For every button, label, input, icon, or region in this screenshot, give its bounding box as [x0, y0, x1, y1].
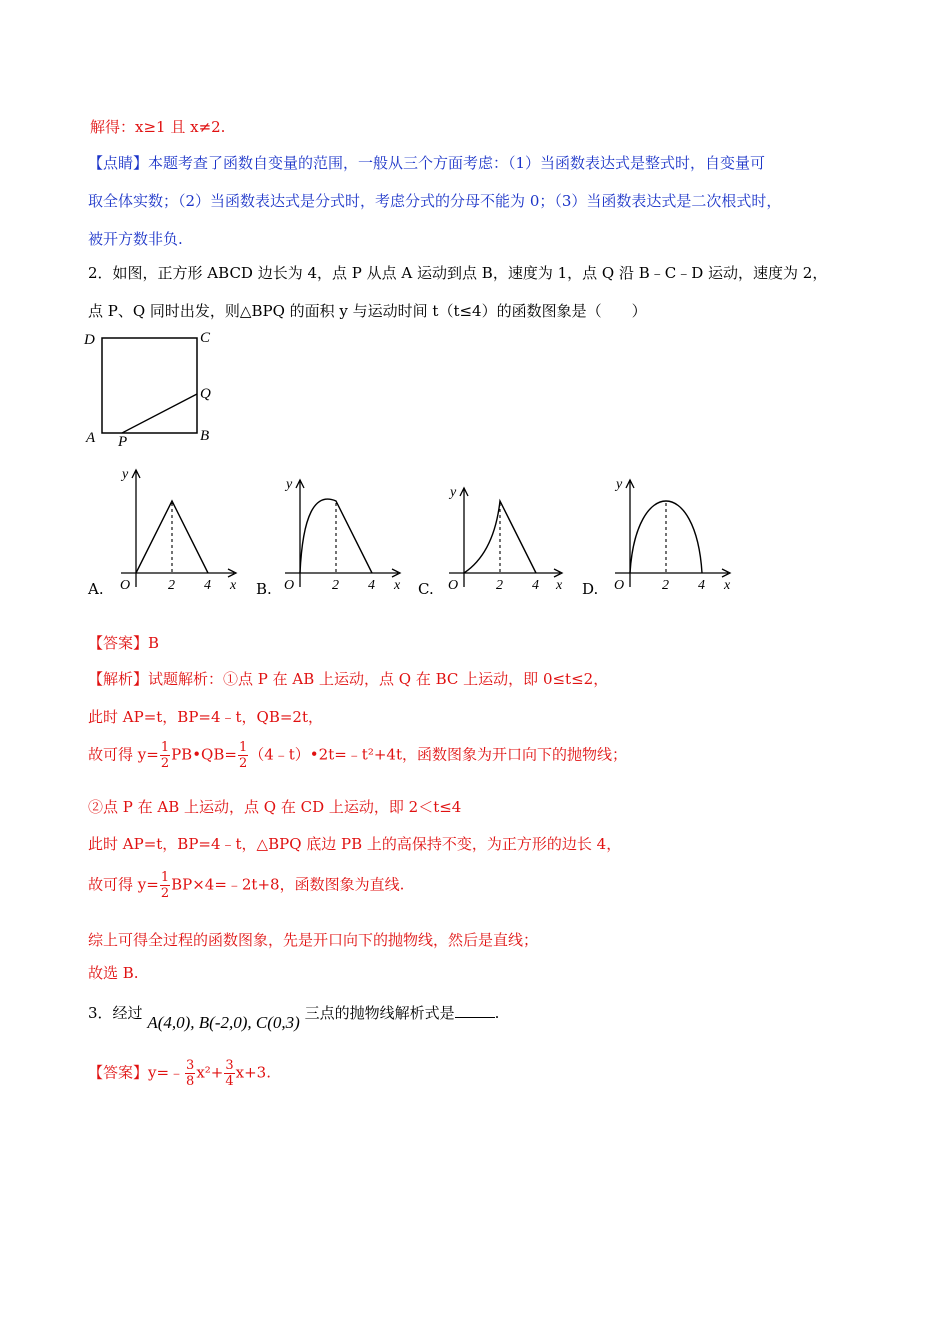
label-c: C: [200, 330, 211, 346]
graph-option-b: [280, 470, 410, 595]
graph-option-d: [610, 470, 740, 595]
option-c-label: C.: [418, 580, 434, 598]
tick-4-label: 4: [698, 578, 705, 593]
answer-3: 【答案】y=﹣ $\frac{3}{8}$ x²+ $\frac{3}{4}$ x+3.: [88, 1058, 271, 1089]
label-p: P: [118, 434, 128, 450]
option-a-label: A.: [88, 580, 104, 598]
x-label: x: [394, 578, 401, 593]
tip-line-1: 【点睛】本题考查了函数自变量的范围，一般从三个方面考虑：（1）当函数表达式是整式时，自变量可: [88, 154, 766, 172]
y-label: y: [450, 485, 457, 500]
question-2-line-1: 2．如图，正方形 ABCD 边长为 4，点 P 从点 A 运动到点 B，速度为 1，点 Q 沿 B﹣C﹣D 运动，速度为 2，: [88, 264, 828, 282]
tip-line-2: 取全体实数；（2）当函数表达式是分式时，考虑分式的分母不能为 0；（3）当函数表达式是二次根式时，: [88, 192, 782, 210]
question-2-line-2: 点 P、Q 同时出发，则△BPQ 的面积 y 与运动时间 t（t≤4）的函数图象是（ ）: [88, 302, 647, 320]
analysis-line-5: 此时 AP=t，BP=4﹣t，△BPQ 底边 PB 上的高保持不变，为正方形的边长 4，: [88, 835, 622, 853]
analysis-line-3: 故可得 y= $\frac{1}{2}$ PB•QB= $\frac{1}{2}$ （4﹣t）•2t=﹣t²+4t，函数图象为开口向下的抛物线；: [88, 740, 627, 771]
solution-line: 解得：x≥1 且 x≠2.: [90, 118, 226, 136]
label-a: A: [86, 430, 96, 446]
analysis-line-2: 此时 AP=t，BP=4﹣t，QB=2t，: [88, 708, 324, 726]
answer-2: 【答案】B: [88, 634, 160, 652]
tip-line-3: 被开方数非负.: [88, 230, 183, 248]
tick-2-label: 2: [168, 578, 175, 593]
origin-label: O: [120, 578, 131, 593]
option-d-label: D.: [582, 580, 599, 598]
y-label: y: [122, 467, 129, 482]
tick-2-label: 2: [662, 578, 669, 593]
x-label: x: [556, 578, 563, 593]
label-d: D: [84, 332, 95, 348]
question-3: 3．经过 A(4,0), B(-2,0), C(0,3) 三点的抛物线解析式是 .: [88, 1004, 500, 1032]
label-b: B: [200, 428, 210, 444]
square-figure: [82, 328, 222, 450]
graph-option-c: [444, 478, 572, 595]
graph-option-a: [116, 460, 246, 595]
tick-4-label: 4: [204, 578, 211, 593]
tick-4-label: 4: [368, 578, 375, 593]
analysis-line-1: 【解析】试题解析：①点 P 在 AB 上运动，点 Q 在 BC 上运动，即 0≤t≤2，: [88, 670, 609, 688]
y-label: y: [286, 477, 293, 492]
tick-2-label: 2: [496, 578, 503, 593]
label-q: Q: [200, 386, 211, 402]
analysis-line-7: 综上可得全过程的函数图象，先是开口向下的抛物线，然后是直线；: [88, 931, 539, 949]
answer-blank: [455, 1003, 495, 1018]
y-label: y: [616, 477, 623, 492]
analysis-line-4: ②点 P 在 AB 上运动，点 Q 在 CD 上运动，即 2＜t≤4: [88, 798, 462, 816]
analysis-line-6: 故可得 y= $\frac{1}{2}$ BP×4=﹣2t+8，函数图象为直线.: [88, 870, 405, 901]
origin-label: O: [614, 578, 625, 593]
tick-4-label: 4: [532, 578, 539, 593]
origin-label: O: [284, 578, 295, 593]
x-label: x: [724, 578, 731, 593]
origin-label: O: [448, 578, 459, 593]
tick-2-label: 2: [332, 578, 339, 593]
x-label: x: [230, 578, 237, 593]
option-b-label: B.: [256, 580, 272, 598]
analysis-line-8: 故选 B.: [88, 964, 139, 982]
points-formula: A(4,0), B(-2,0), C(0,3): [147, 1013, 300, 1032]
